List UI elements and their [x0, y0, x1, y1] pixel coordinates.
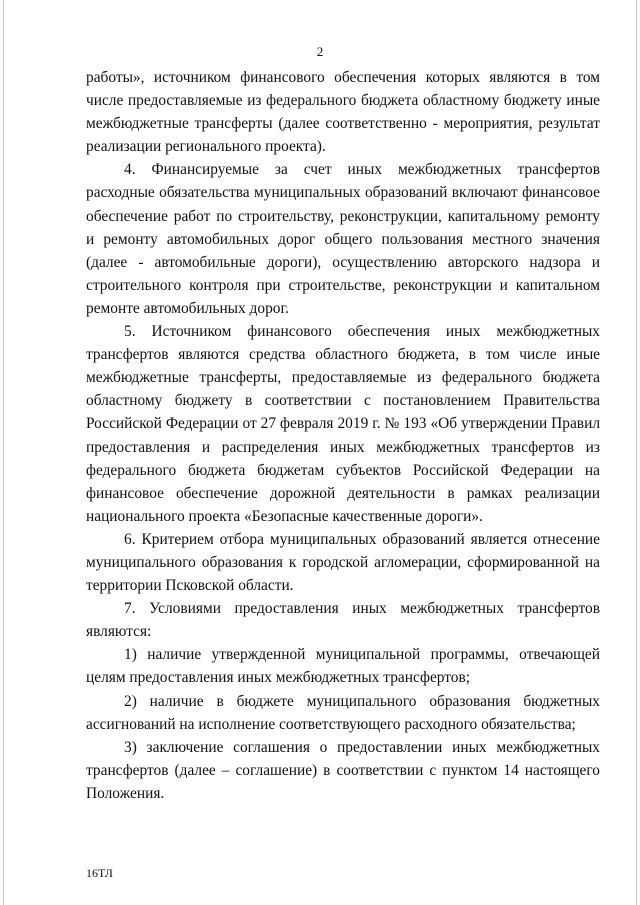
paragraph-subitem-2: 2) наличие в бюджете муниципального образования бюджетных ассигнований на исполнение соответствующего расходного обязательства; [86, 692, 600, 733]
paragraph-item-4: 4. Финансируемые за счет иных межбюджетных трансфертов расходные обязательства муниципальных образований включают финансовое обеспечение работ по строительству, реконструкции, капитальному ремонту и ремонту автомобильных дорог общего пользования местного значения (далее - автомобильные дороги), осуществлению авторского надзора и строительного контроля при строительстве, реконструкции и капитальном ремонте автомобильных дорог. [86, 161, 600, 317]
paragraph-item-5: 5. Источником финансового обеспечения иных межбюджетных трансфертов являются средства областного бюджета, в том числе иные межбюджетные трансферты, предоставляемые из федерального бюджета областному бюджету в соответствии с постановлением Правительства Российской Федерации от 27 февраля 2019 г. № 193 «Об утверждении Правил предоставления и распределения иных межбюджетных трансфертов из федерального бюджета бюджетам субъектов Российской Федерации на финансовое обеспечение дорожной деятельности в рамках реализации национального проекта «Безопасные качественные дороги». [86, 323, 600, 525]
footer-document-code: 16ТЛ [86, 866, 113, 880]
paragraph-continuation: работы», источником финансового обеспечения которых являются в том числе предоставляемые из федерального бюджета областному бюджету иные межбюджетные трансферты (далее соответственно - мероприятия, результат реализации регионального проекта). [86, 69, 600, 156]
scan-edge-left [3, 0, 4, 905]
page-number: 2 [316, 44, 324, 59]
document-body [86, 66, 600, 805]
paragraph-subitem-3: 3) заключение соглашения о предоставлении иных межбюджетных трансфертов (далее – соглашение) в соответствии с пунктом 14 настоящего Положения. [86, 738, 600, 802]
paragraph-item-6: 6. Критерием отбора муниципальных образований является отнесение муниципального образования к городской агломерации, сформированной на территории Псковской области. [86, 530, 600, 595]
paragraph-subitem-1: 1) наличие утвержденной муниципальной программы, отвечающей целям предоставления иных межбюджетных трансфертов; [86, 646, 600, 687]
paragraph-item-7: 7. Условиями предоставления иных межбюджетных трансфертов являются: [86, 600, 600, 641]
scan-edge-right [636, 0, 637, 905]
